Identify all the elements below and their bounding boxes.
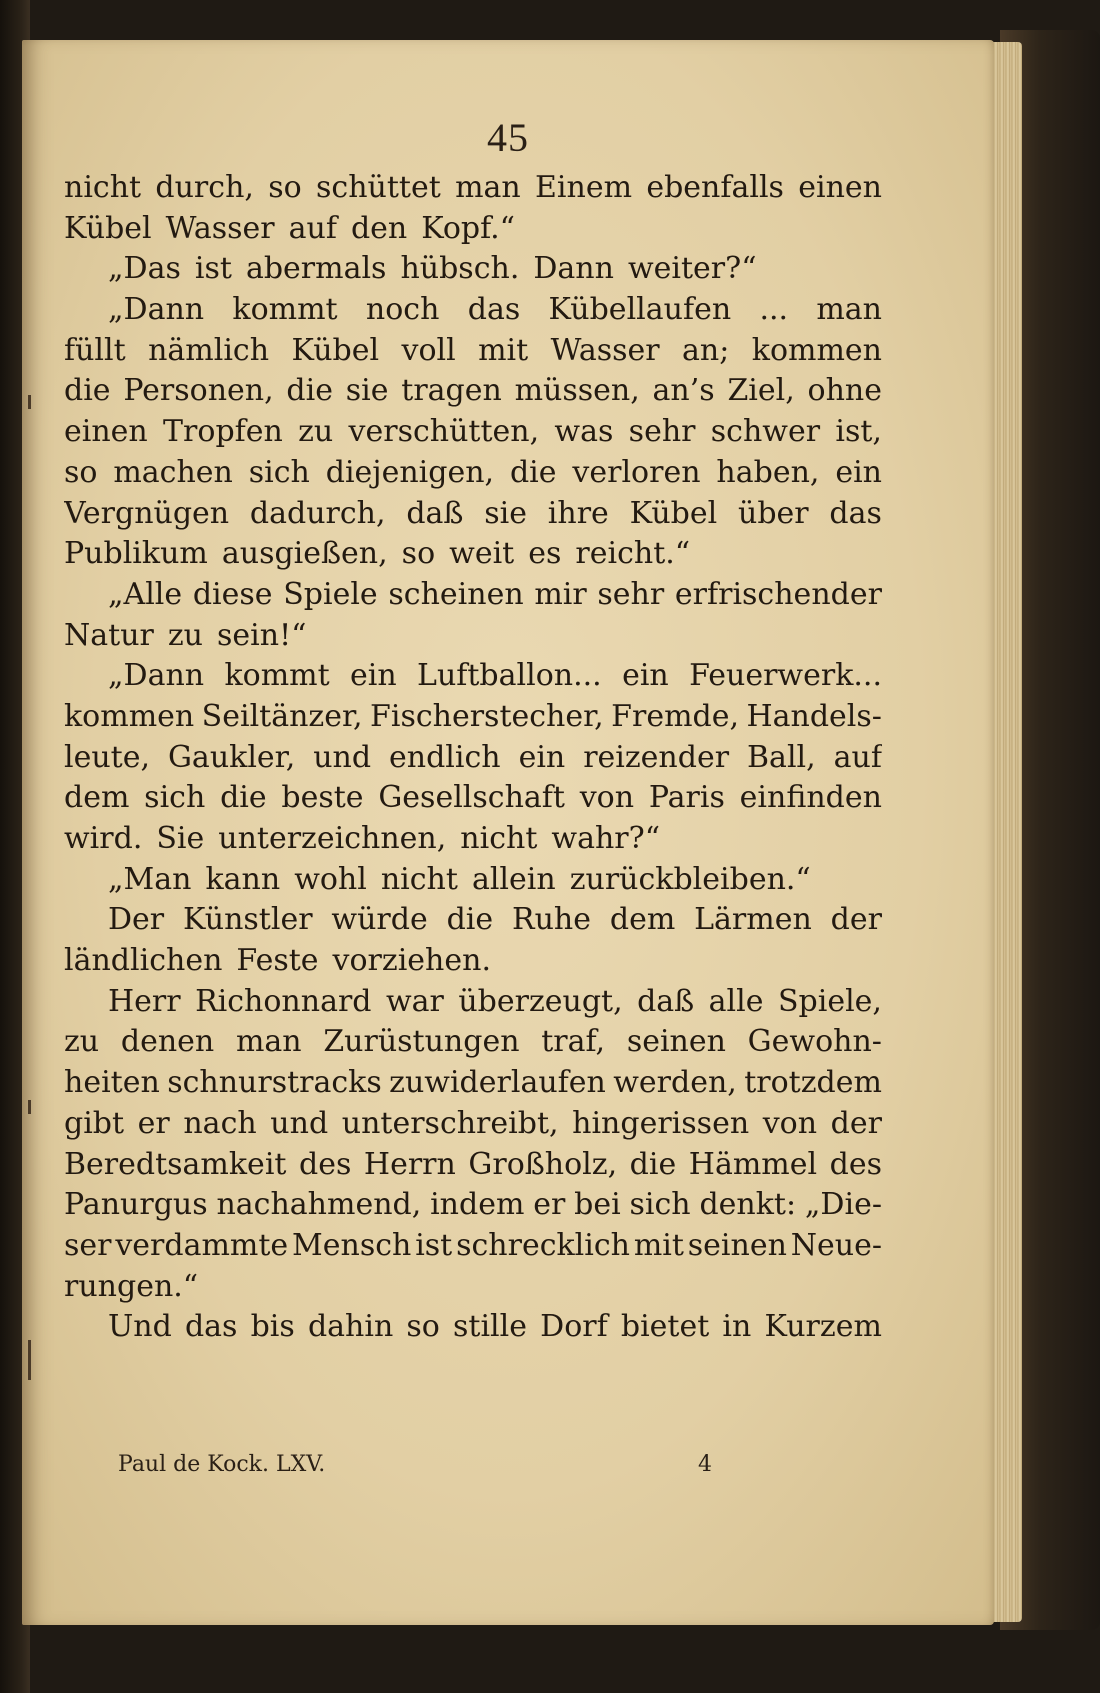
word: indem xyxy=(430,1187,525,1223)
word: nicht xyxy=(380,861,458,897)
word: schnurstracks xyxy=(167,1065,382,1101)
text-line xyxy=(64,575,882,616)
word: Herr xyxy=(108,983,181,1019)
word: das xyxy=(467,292,521,328)
margin-mark xyxy=(28,395,31,409)
word: mit xyxy=(633,1227,684,1263)
text-line xyxy=(64,412,882,453)
text-line xyxy=(64,697,882,738)
word: „Dann xyxy=(108,658,205,694)
word: Spiele, xyxy=(777,983,882,1019)
word: reicht.“ xyxy=(575,536,691,572)
word: wahr?“ xyxy=(551,821,661,856)
word: Kurzem xyxy=(764,1309,882,1345)
word: ohne xyxy=(807,373,882,409)
word: voll xyxy=(401,332,456,368)
text-line xyxy=(64,982,882,1023)
text-line xyxy=(64,860,882,901)
word: denen xyxy=(120,1024,215,1060)
word: einen xyxy=(64,414,148,450)
word: so xyxy=(64,454,98,490)
word: so xyxy=(401,536,436,572)
word: heiten xyxy=(64,1065,160,1101)
word: man xyxy=(455,170,521,205)
word: Gesellschaft xyxy=(378,780,565,816)
word: Handels- xyxy=(746,698,882,734)
word: bietet xyxy=(620,1309,710,1345)
word: gibt xyxy=(64,1105,125,1141)
word: durch, xyxy=(155,170,254,205)
text-line xyxy=(64,1226,882,1267)
word: so xyxy=(268,170,302,205)
word: wird. xyxy=(64,821,143,856)
word: zu xyxy=(64,1024,100,1060)
word: Gaukler, xyxy=(167,739,296,775)
word: Und xyxy=(108,1309,172,1345)
word: kommt xyxy=(232,292,338,328)
word: ist xyxy=(415,1227,453,1263)
word: mit xyxy=(478,332,529,368)
text-line xyxy=(64,168,882,209)
word: müssen, xyxy=(514,373,640,409)
word: Vergnügen xyxy=(64,495,230,531)
word: scheinen xyxy=(388,576,524,612)
page-footer xyxy=(118,1452,798,1477)
word: Kübel xyxy=(64,210,152,246)
word: stille xyxy=(453,1309,528,1345)
word: ein xyxy=(622,658,669,694)
text-line xyxy=(64,616,882,657)
word: die xyxy=(509,454,557,490)
word: zurückbleiben.“ xyxy=(569,861,811,897)
word: nach xyxy=(183,1105,257,1141)
word: er xyxy=(533,1187,566,1223)
text-line xyxy=(64,534,882,575)
word: die xyxy=(446,902,494,938)
word: die xyxy=(220,780,267,816)
word: sie xyxy=(484,495,527,531)
word: daß xyxy=(637,983,695,1019)
text-line xyxy=(64,941,882,982)
text-line xyxy=(64,778,882,819)
word: unterzeichnen, xyxy=(218,821,447,856)
word: Ruhe xyxy=(512,902,591,938)
word: Kopf.“ xyxy=(421,210,516,246)
word: Neue- xyxy=(790,1227,882,1263)
word: verloren xyxy=(572,454,701,490)
word: reizender xyxy=(583,739,730,775)
page-number: 45 xyxy=(487,115,529,160)
word: er xyxy=(137,1105,170,1141)
word: Fremde, xyxy=(611,698,740,734)
text-line xyxy=(64,494,882,535)
word: Dann xyxy=(533,251,614,287)
signature-mark: 4 xyxy=(698,1452,712,1477)
word: Wasser xyxy=(165,210,275,246)
word: was xyxy=(554,414,614,450)
word: Einem xyxy=(535,170,633,205)
text-line xyxy=(64,331,882,372)
word: mir xyxy=(534,576,587,612)
word: zu xyxy=(298,414,334,450)
word: machen xyxy=(113,454,233,490)
word: ebenfalls xyxy=(646,170,784,205)
text-line xyxy=(64,209,882,250)
word: Beredtsamkeit xyxy=(64,1146,287,1182)
word: an; xyxy=(682,332,730,368)
word: Feste xyxy=(236,943,319,979)
word: und xyxy=(270,1105,329,1141)
word: Wasser xyxy=(550,332,660,368)
word: nämlich xyxy=(148,332,270,368)
word: daß xyxy=(406,495,464,531)
word: die xyxy=(64,373,111,409)
word: schrecklich xyxy=(456,1227,630,1263)
word: Zurüstungen xyxy=(323,1024,520,1060)
word: Sie xyxy=(156,821,205,856)
word: Künstler xyxy=(183,902,313,938)
word: einfinden xyxy=(739,780,882,816)
word: noch xyxy=(365,292,440,328)
word: denkt: xyxy=(699,1187,797,1223)
word: endlich xyxy=(389,739,501,775)
word: so xyxy=(406,1309,440,1345)
word: Natur xyxy=(64,617,154,653)
word: Lärmen xyxy=(694,902,812,938)
text-line xyxy=(64,819,882,860)
word: unterschreibt, xyxy=(341,1105,559,1141)
word: Fischerstecher, xyxy=(370,698,604,734)
word: schwer xyxy=(710,414,821,450)
word: Ball, xyxy=(747,739,816,775)
margin-mark xyxy=(28,1100,31,1114)
word: sehr xyxy=(597,576,665,612)
word: kommen xyxy=(751,332,882,368)
word: „Die- xyxy=(804,1187,882,1223)
word: das xyxy=(184,1309,238,1345)
word: ausgießen, xyxy=(221,536,388,572)
word: kann xyxy=(205,861,281,897)
word: des xyxy=(299,1146,352,1182)
text-line xyxy=(64,453,882,494)
word: nachahmend, xyxy=(216,1187,422,1223)
word: war xyxy=(385,983,444,1019)
word: allein xyxy=(471,861,556,897)
word: nicht xyxy=(460,821,538,856)
word: haben, xyxy=(716,454,820,490)
word: Seiltänzer, xyxy=(201,698,363,734)
word: zu xyxy=(167,617,203,653)
word: ser xyxy=(64,1227,112,1263)
word: Dorf xyxy=(540,1309,608,1345)
word: sie xyxy=(345,373,389,409)
word: alle xyxy=(708,983,764,1019)
word: von xyxy=(579,780,635,816)
word: diese xyxy=(192,576,273,612)
word: man xyxy=(816,292,882,328)
word: ländlichen xyxy=(64,943,223,979)
word: überzeugt, xyxy=(458,983,623,1019)
word: ist xyxy=(194,251,232,287)
word: Gewohn- xyxy=(747,1024,882,1060)
word: zuwiderlaufen xyxy=(389,1065,606,1101)
word: seinen xyxy=(687,1227,787,1263)
word: Mensch xyxy=(292,1227,412,1263)
word: trotzdem xyxy=(744,1065,882,1101)
word: diejenigen, xyxy=(325,454,495,490)
word: „Alle xyxy=(108,576,183,612)
word: ihre xyxy=(547,495,609,531)
text-line xyxy=(64,1022,882,1063)
word: ein xyxy=(835,454,882,490)
text-line xyxy=(64,371,882,412)
word: „Man xyxy=(108,861,192,897)
word: beste xyxy=(281,780,364,816)
word: Ziel, xyxy=(727,373,795,409)
word: wohl xyxy=(294,861,367,897)
word: den xyxy=(350,210,408,246)
word: sich xyxy=(144,780,206,816)
word: Der xyxy=(108,902,165,938)
word: die xyxy=(286,373,333,409)
text-line xyxy=(64,1185,882,1226)
word: Richonnard xyxy=(195,983,372,1019)
word: Personen, xyxy=(123,373,274,409)
word: sehr xyxy=(628,414,696,450)
word: dem xyxy=(609,902,676,938)
word: der xyxy=(830,902,882,938)
book-page xyxy=(22,40,994,1625)
word: ist, xyxy=(835,414,882,450)
word: leute, xyxy=(64,739,151,775)
text-line xyxy=(64,1267,882,1308)
word: dahin xyxy=(307,1309,394,1345)
word: erfrischender xyxy=(674,576,882,612)
word: würde xyxy=(331,902,428,938)
word: Hämmel xyxy=(688,1146,818,1182)
word: schüttet xyxy=(316,170,441,205)
text-line xyxy=(64,900,882,941)
word: Kübel xyxy=(629,495,718,531)
word: es xyxy=(528,536,562,572)
word: abermals xyxy=(245,251,387,287)
word: Herrn xyxy=(363,1146,456,1182)
word: Luftballon... xyxy=(417,658,602,694)
word: über xyxy=(738,495,809,531)
word: Spiele xyxy=(283,576,378,612)
word: ... xyxy=(759,292,789,328)
word: vorziehen. xyxy=(332,943,491,979)
word: in xyxy=(722,1309,752,1345)
word: seinen xyxy=(626,1024,726,1060)
text-line xyxy=(64,1145,882,1186)
footer-author: Paul de Kock. LXV. xyxy=(118,1452,326,1477)
text-line xyxy=(64,1307,882,1348)
word: Tropfen xyxy=(163,414,283,450)
word: nicht xyxy=(64,170,142,205)
word: „Das xyxy=(108,251,181,287)
text-line xyxy=(64,656,882,697)
text-line xyxy=(64,1104,882,1145)
word: an’s xyxy=(652,373,715,409)
word: man xyxy=(235,1024,302,1060)
word: kommen xyxy=(64,698,195,734)
word: bis xyxy=(250,1309,295,1345)
word: Paris xyxy=(648,780,725,816)
word: Panurgus xyxy=(64,1187,208,1223)
word: füllt xyxy=(64,332,126,368)
word: einen xyxy=(798,170,882,205)
word: auf xyxy=(288,210,337,246)
word: auf xyxy=(833,739,882,775)
text-line xyxy=(64,249,882,290)
text-line xyxy=(64,1063,882,1104)
word: des xyxy=(829,1146,882,1182)
word: kommt xyxy=(224,658,330,694)
word: Großholz, xyxy=(468,1146,618,1182)
text-block xyxy=(64,168,882,1348)
word: Feuerwerk... xyxy=(689,658,882,694)
word: dadurch, xyxy=(249,495,386,531)
word: weiter?“ xyxy=(627,251,757,287)
word: tragen xyxy=(401,373,502,409)
word: Kübel xyxy=(291,332,380,368)
word: hübsch. xyxy=(400,251,520,287)
word: sich xyxy=(629,1187,691,1223)
text-line xyxy=(64,738,882,779)
word: werden, xyxy=(613,1065,737,1101)
word: Publikum xyxy=(64,536,208,572)
word: traf, xyxy=(541,1024,606,1060)
word: dem xyxy=(64,780,130,816)
word: der xyxy=(830,1105,882,1141)
word: sein!“ xyxy=(217,617,307,653)
word: sich xyxy=(248,454,310,490)
word: das xyxy=(829,495,882,531)
word: „Dann xyxy=(108,292,205,328)
word: ein xyxy=(350,658,397,694)
word: verdammte xyxy=(115,1227,289,1263)
word: Kübellaufen xyxy=(548,292,732,328)
text-line xyxy=(64,290,882,331)
word: weit xyxy=(449,536,515,572)
word: hingerissen xyxy=(572,1105,750,1141)
word: von xyxy=(762,1105,818,1141)
word: die xyxy=(629,1146,677,1182)
word: rungen.“ xyxy=(64,1268,199,1304)
margin-mark xyxy=(28,1340,31,1380)
word: und xyxy=(313,739,372,775)
word: verschütten, xyxy=(348,414,540,450)
word: bei xyxy=(574,1187,621,1223)
word: ein xyxy=(518,739,566,775)
